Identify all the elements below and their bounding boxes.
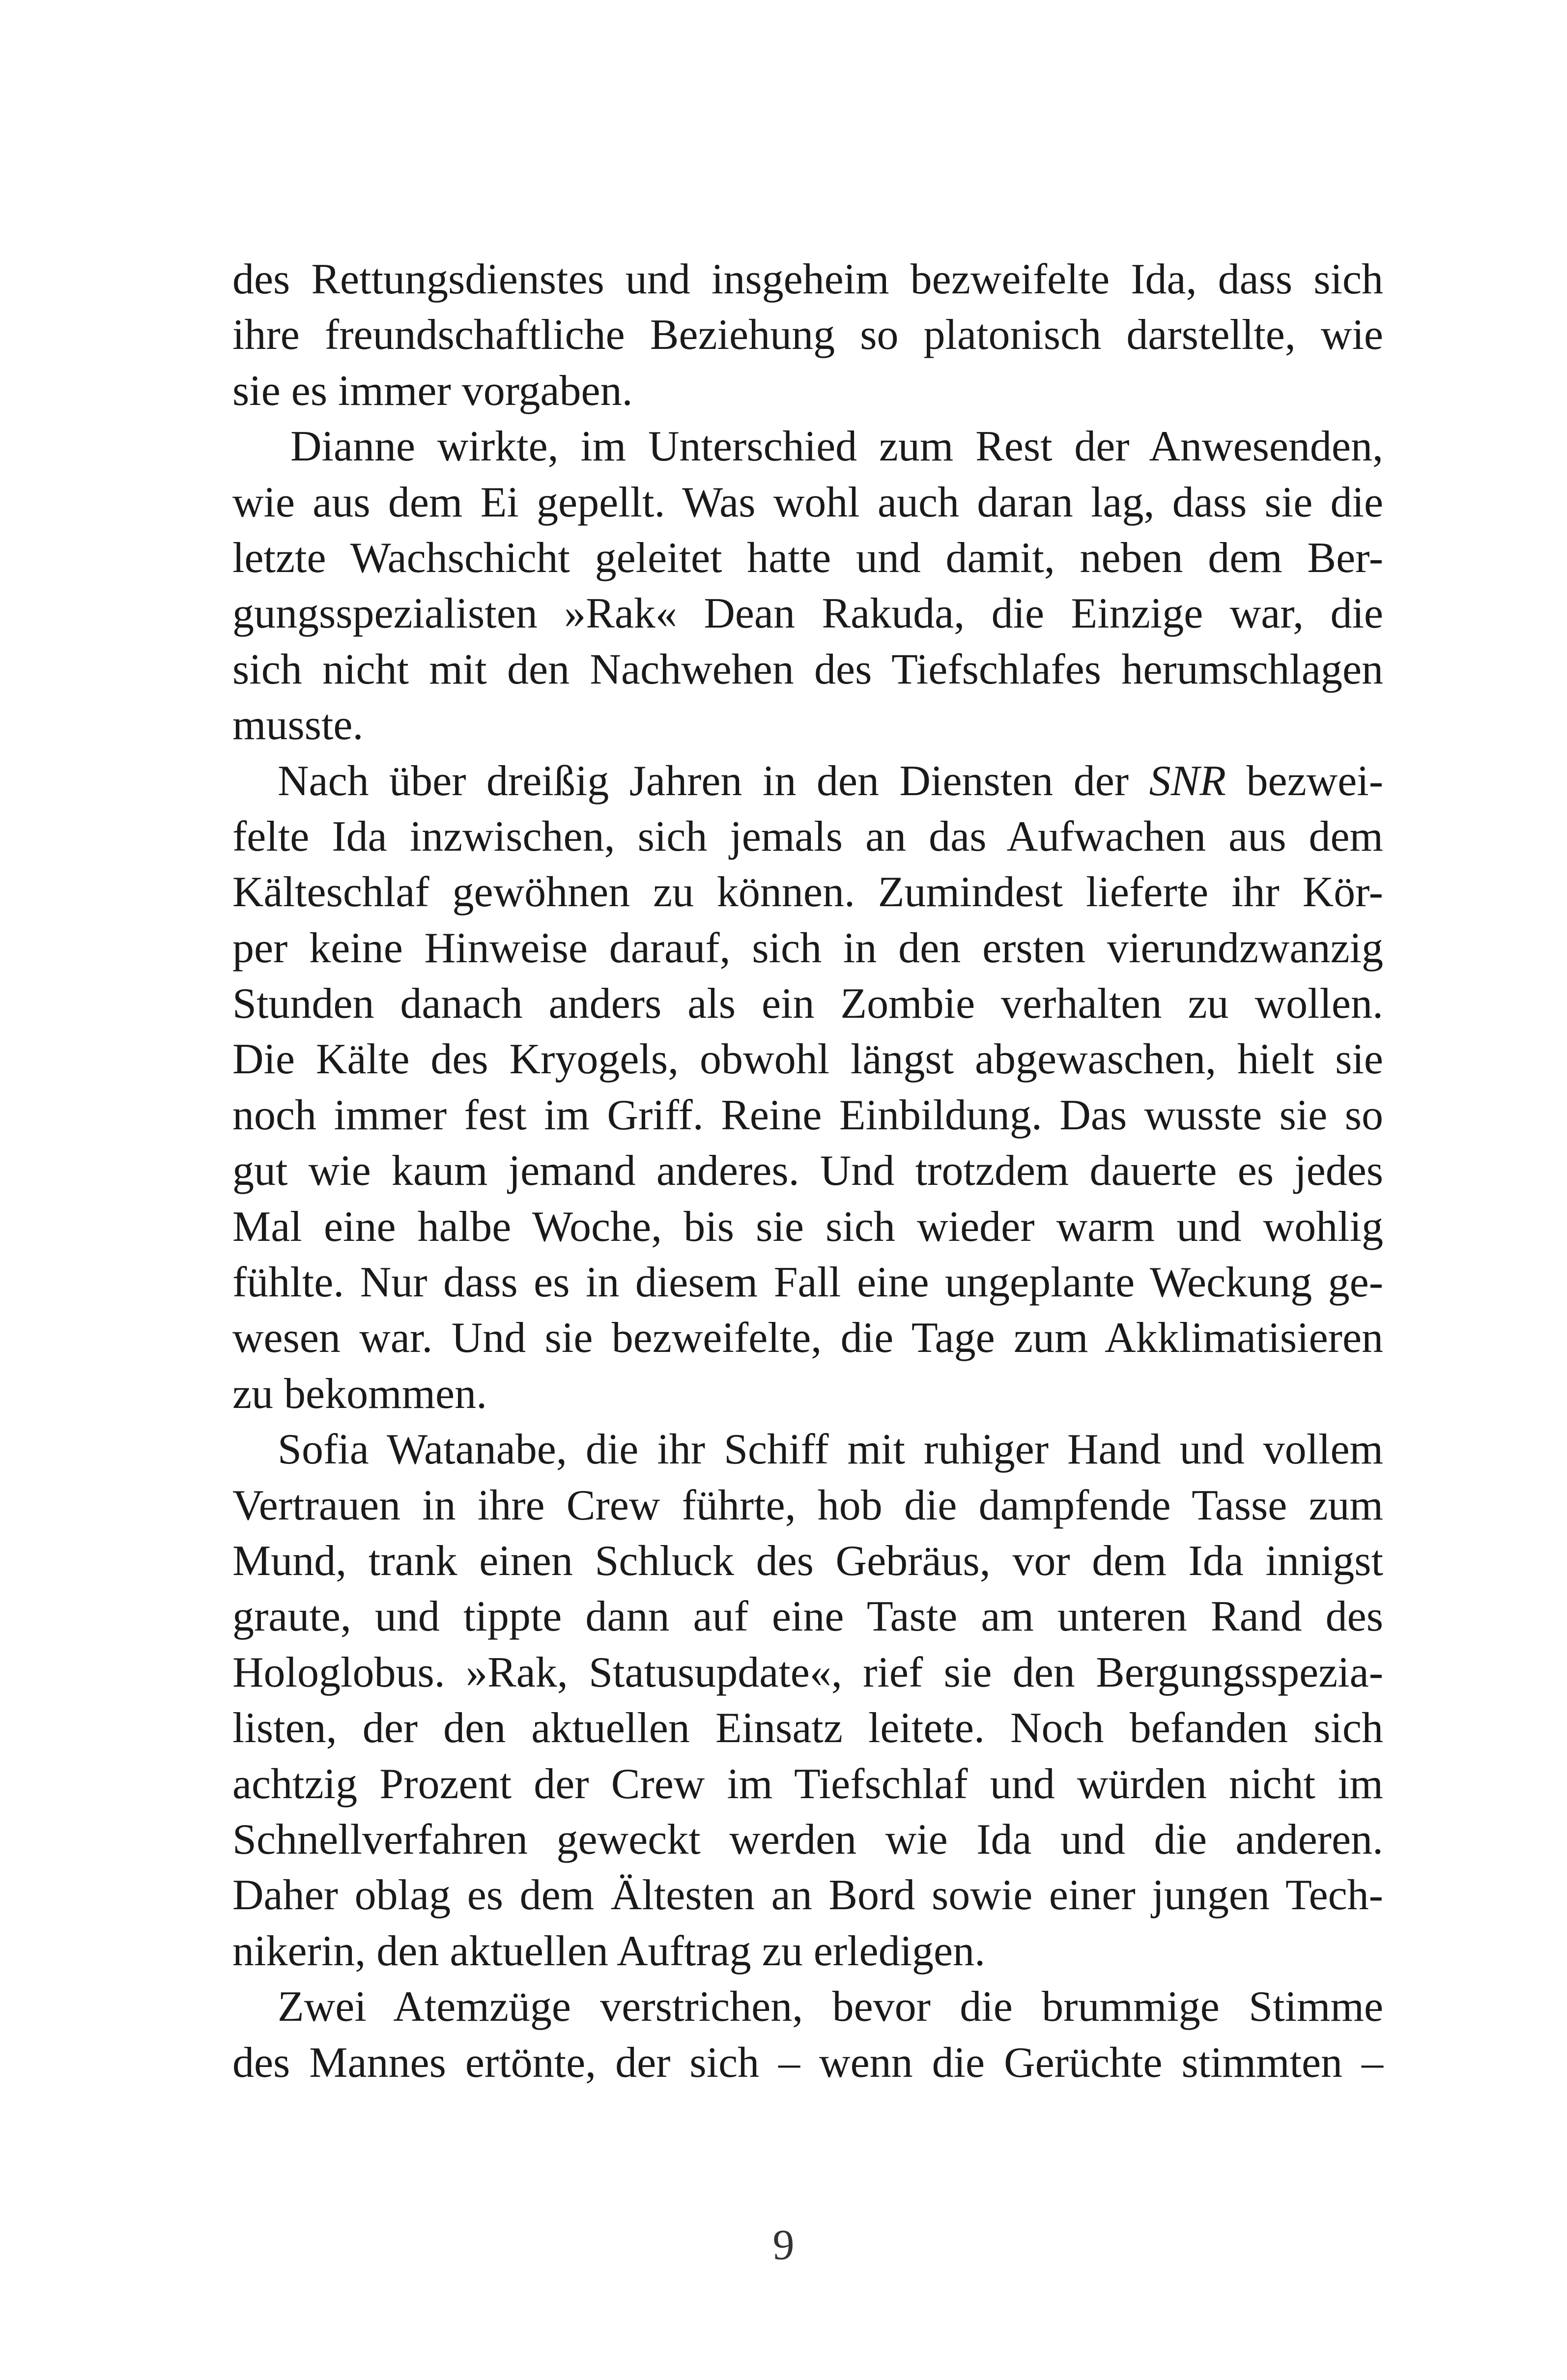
text-line: Schnellverfahren geweckt werden wie Ida und die anderen.	[232, 1815, 1383, 1864]
text-line: wie aus dem Ei gepellt. Was wohl auch daran lag, dass sie die	[232, 478, 1383, 526]
text-line: des Mannes ertönte, der sich – wenn die Gerüchte stimmten –	[232, 2038, 1383, 2087]
page-number: 9	[772, 2221, 795, 2269]
text-line: des Rettungsdienstes und insgeheim bezweifelte Ida, dass sich	[232, 256, 1383, 303]
text-line: sich nicht mit den Nachwehen des Tiefschlafes herumschlagen	[232, 645, 1383, 693]
text-line: sie es immer vorgaben.	[232, 367, 633, 415]
text-line-start: Nach über dreißig Jahren in den Diensten der	[278, 757, 1129, 805]
text-line: fühlte. Nur dass es in diesem Fall eine ungeplante Weckung ge-	[232, 1259, 1383, 1307]
text-line-end: bezwei-	[1246, 757, 1384, 805]
text-line: musste.	[232, 701, 364, 749]
text-line: noch immer fest im Griff. Reine Einbildung. Das wusste sie so	[232, 1091, 1383, 1139]
text-line: Dianne wirkte, im Unterschied zum Rest der Anwesenden,	[290, 423, 1383, 471]
ship-name-italic: SNR	[1149, 757, 1226, 805]
text-line: nikerin, den aktuellen Auftrag zu erledigen.	[232, 1927, 986, 1975]
text-line: wesen war. Und sie bezweifelte, die Tage zum Akklimatisieren	[232, 1314, 1383, 1362]
text-line: Sofia Watanabe, die ihr Schiff mit ruhiger Hand und vollem	[278, 1426, 1383, 1474]
text-line: Mund, trank einen Schluck des Gebräus, vor dem Ida innigst	[232, 1537, 1383, 1585]
text-line: Daher oblag es dem Ältesten an Bord sowie einer jungen Tech-	[232, 1871, 1383, 1920]
body-text	[232, 252, 1383, 2091]
text-line: Die Kälte des Kryogels, obwohl längst abgewaschen, hielt sie	[232, 1035, 1383, 1084]
text-line: Mal eine halbe Woche, bis sie sich wieder warm und wohlig	[232, 1203, 1383, 1251]
text-line: Zwei Atemzüge verstrichen, bevor die brummige Stimme	[278, 1983, 1383, 2031]
text-line: felte Ida inzwischen, sich jemals an das Aufwachen aus dem	[232, 812, 1383, 860]
text-line: Vertrauen in ihre Crew führte, hob die dampfende Tasse zum	[232, 1481, 1383, 1529]
text-line: letzte Wachschicht geleitet hatte und damit, neben dem Ber-	[232, 534, 1383, 582]
text-line: Kälteschlaf gewöhnen zu können. Zumindest lieferte ihr Kör-	[232, 868, 1383, 917]
text-line: graute, und tippte dann auf eine Taste am unteren Rand des	[232, 1593, 1383, 1641]
text-line: listen, der den aktuellen Einsatz leitete. Noch befanden sich	[232, 1704, 1383, 1752]
text-line: Hologlobus. »Rak, Statusupdate«, rief sie den Bergungsspezia-	[232, 1648, 1383, 1696]
text-line: achtzig Prozent der Crew im Tiefschlaf und würden nicht im	[232, 1760, 1383, 1808]
text-line: ihre freundschaftliche Beziehung so platonisch darstellte, wie	[232, 311, 1383, 359]
text-line: Stunden danach anders als ein Zombie verhalten zu wollen.	[232, 980, 1383, 1028]
text-line: gut wie kaum jemand anderes. Und trotzdem dauerte es jedes	[232, 1147, 1383, 1195]
text-line: per keine Hinweise darauf, sich in den ersten vierundzwanzig	[232, 924, 1383, 972]
text-line: gungsspezialisten »Rak« Dean Rakuda, die Einzige war, die	[232, 590, 1383, 638]
text-line	[232, 753, 1383, 809]
text-line: zu bekommen.	[232, 1370, 487, 1418]
